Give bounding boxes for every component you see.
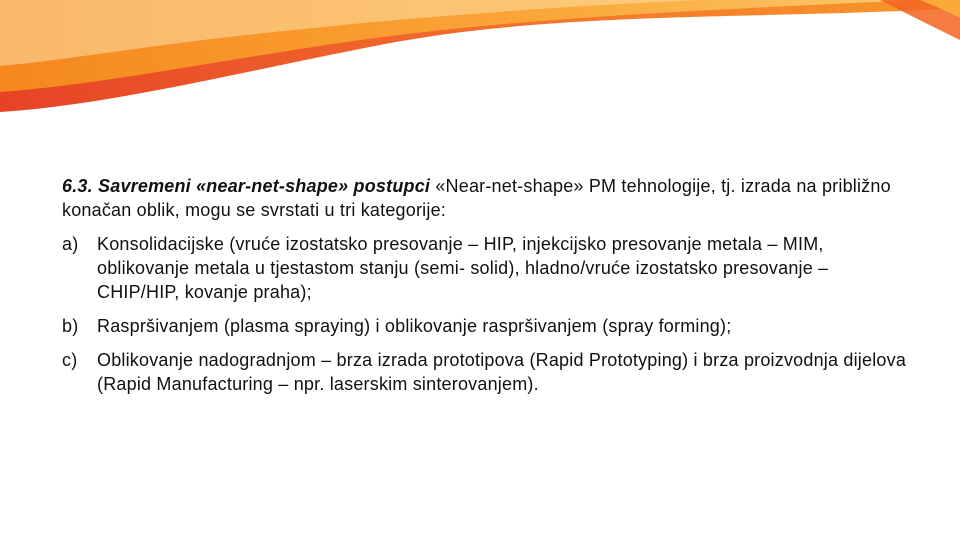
list-marker: c): [62, 350, 78, 370]
list-item-text: Raspršivanjem (plasma spraying) i oblikovanje raspršivanjem (spray forming);: [97, 316, 732, 336]
list-item-a: [62, 232, 912, 304]
slide-body: [62, 174, 912, 406]
list-item-text: Konsolidacijske (vruće izostatsko presovanje – HIP, injekcijsko presovanje metala – MIM, oblikovanje metala u tjestastom stanju (semi- solid), hladno/vruće izostatsko presovanje – CHIP/HIP, kovanje praha);: [97, 234, 829, 302]
list-marker: b): [62, 316, 79, 336]
section-heading: 6.3. Savremeni «near-net-shape» postupci: [62, 176, 431, 196]
decorative-wave-banner: [0, 0, 960, 130]
list-marker: a): [62, 234, 79, 254]
intro-paragraph: [62, 174, 912, 222]
list-item-text: Oblikovanje nadogradnjom – brza izrada prototipova (Rapid Prototyping) i brza proizvodnja dijelova (Rapid Manufacturing – npr. laserskim sinterovanjem).: [97, 350, 907, 394]
list-item-c: [62, 348, 912, 396]
list-item-b: [62, 314, 912, 338]
intro-text: «Near-net-shape» PM tehnologije, tj. izrada na približno konačan oblik, mogu se svrstati u tri kategorije:: [62, 176, 891, 220]
